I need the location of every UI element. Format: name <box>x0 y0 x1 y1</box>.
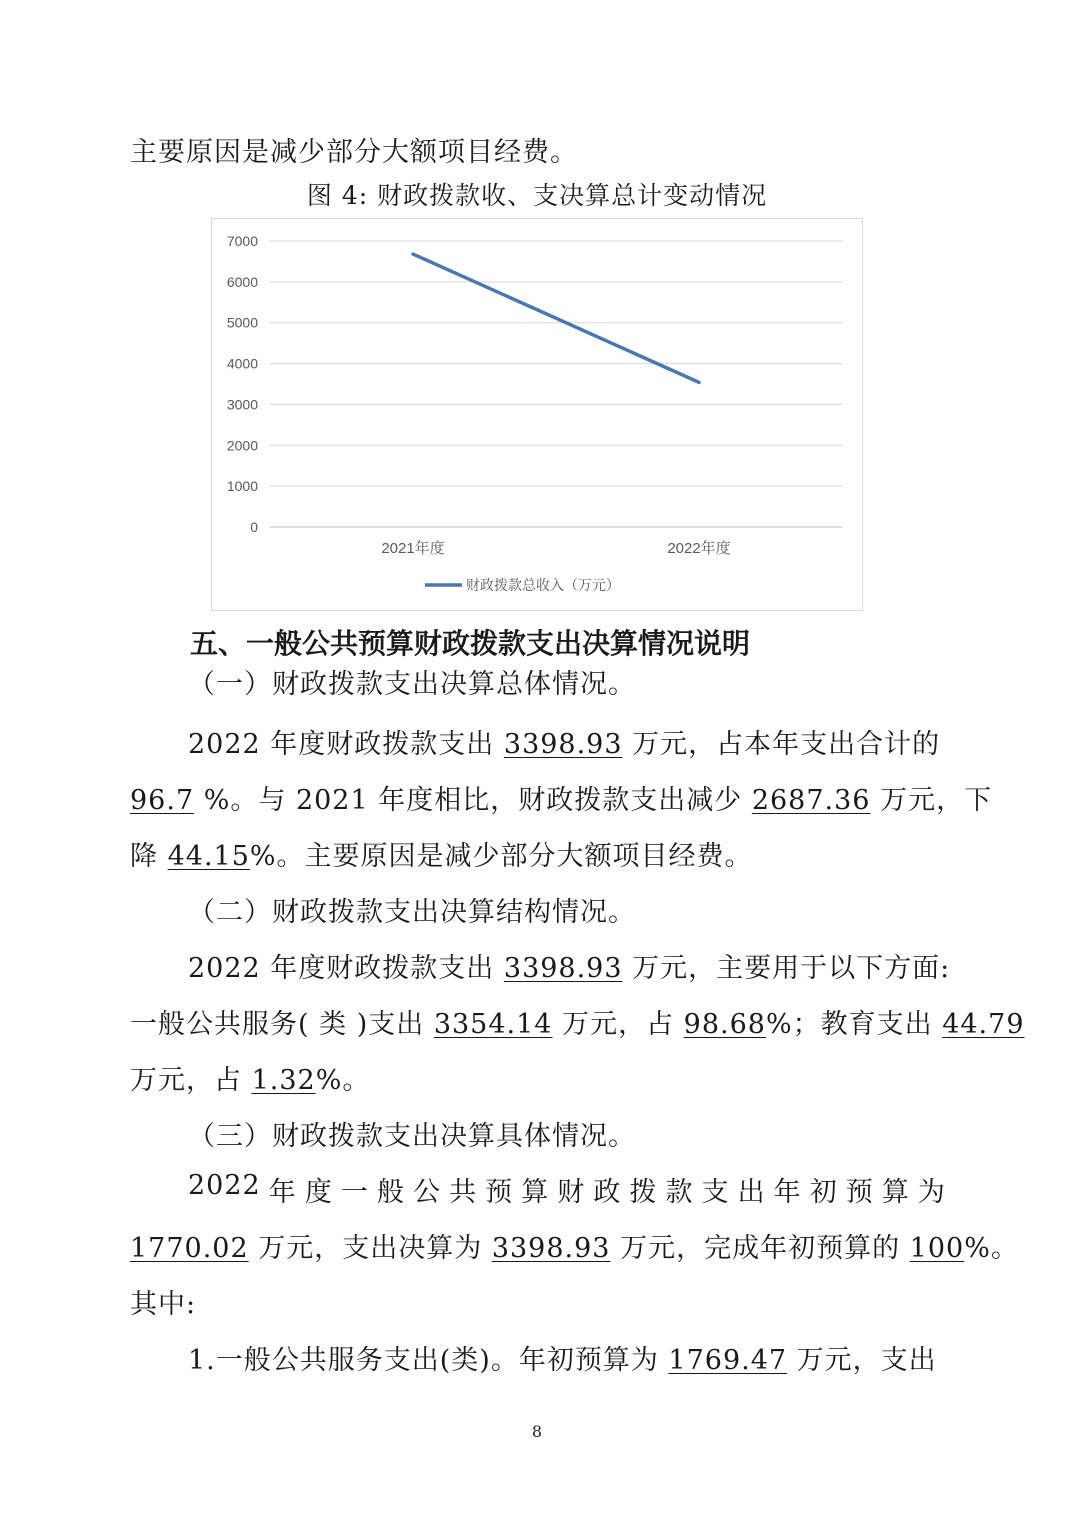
data-point <box>412 253 415 256</box>
amount-value: 3398.93 <box>491 1233 611 1264</box>
spaced-char: 年 <box>773 1177 802 1208</box>
spaced-char: 支 <box>701 1177 730 1208</box>
paragraph-line: 主要原因是减少部分大额项目经费。 <box>130 137 578 168</box>
amount-value: 2687.36 <box>751 785 871 816</box>
spaced-char: 财 <box>557 1177 586 1208</box>
spaced-char: 公 <box>413 1177 442 1208</box>
data-point <box>698 381 701 384</box>
text: %；教育支出 <box>765 1009 943 1040</box>
amount-value: 1769.47 <box>668 1345 788 1376</box>
subsection-title: （三）财政拨款支出决算具体情况。 <box>188 1121 636 1152</box>
amount-value: 1770.02 <box>130 1233 249 1264</box>
paragraph-line <box>188 1170 946 1209</box>
figure-caption: 图 4: 财政拨款收、支决算总计变动情况 <box>306 181 768 210</box>
y-tick-label: 4000 <box>226 355 258 372</box>
text: 2022 年度财政拨款支出 <box>188 729 504 760</box>
percent-value: 98.68 <box>683 1009 766 1040</box>
text: 万元，占本年支出合计的 <box>622 729 941 760</box>
paragraph-line <box>130 778 992 817</box>
paragraph-line <box>130 1226 1019 1265</box>
text: %。 <box>964 1233 1019 1264</box>
text: %。 <box>315 1065 371 1096</box>
paragraph-line <box>130 834 753 873</box>
spaced-char: 算 <box>881 1177 910 1208</box>
spaced-char: 预 <box>845 1177 874 1208</box>
text: 万元，完成年初预算的 <box>610 1233 910 1264</box>
amount-value: 3398.93 <box>503 953 623 984</box>
percent-value: 1.32 <box>251 1065 316 1096</box>
spaced-char: 预 <box>485 1177 514 1208</box>
spaced-char: 共 <box>449 1177 478 1208</box>
line-chart <box>211 218 863 611</box>
spaced-char: 出 <box>737 1177 766 1208</box>
spaced-char: 初 <box>809 1177 838 1208</box>
paragraph-line <box>188 722 940 761</box>
text: %。与 2021 年度相比，财政拨款支出减少 <box>194 785 752 816</box>
paragraph-line: 其中: <box>130 1289 197 1320</box>
text: 万元，支出 <box>787 1345 937 1376</box>
y-tick-label: 0 <box>250 519 258 535</box>
spaced-char: 政 <box>593 1177 622 1208</box>
y-tick-label: 3000 <box>226 396 258 413</box>
amount-value: 3354.14 <box>433 1009 553 1040</box>
paragraph-line <box>188 1338 937 1377</box>
text: 万元，占 <box>552 1009 684 1040</box>
text: 一般公共服务( 类 )支出 <box>130 1009 434 1040</box>
section-heading: 五、一般公共预算财政拨款支出决算情况说明 <box>190 627 751 660</box>
spaced-char: 度 <box>304 1177 333 1208</box>
spaced-char: 2022 <box>188 1170 261 1201</box>
text: 万元，占 <box>130 1065 252 1096</box>
subsection-title: （一）财政拨款支出决算总体情况。 <box>188 669 636 700</box>
spaced-char: 一 <box>340 1177 369 1208</box>
paragraph-line <box>130 1002 1025 1041</box>
text: 1.一般公共服务支出(类)。年初预算为 <box>188 1345 669 1376</box>
text: 万元，主要用于以下方面: <box>622 953 951 984</box>
amount-value: 44.79 <box>942 1009 1025 1040</box>
spaced-char: 般 <box>376 1177 405 1208</box>
text: %。主要原因是减少部分大额项目经费。 <box>249 841 753 872</box>
page-number: 8 <box>531 1422 543 1441</box>
y-tick-label: 1000 <box>226 478 258 495</box>
percent-value: 100 <box>909 1233 965 1264</box>
y-tick-label: 6000 <box>226 273 258 290</box>
x-tick-label: 2021年度 <box>381 540 445 557</box>
y-tick-label: 7000 <box>226 233 258 249</box>
spaced-char: 款 <box>665 1177 694 1208</box>
y-tick-label: 5000 <box>226 314 258 331</box>
text: 万元，下 <box>870 785 993 816</box>
percent-value: 44.15 <box>167 841 250 872</box>
paragraph-line <box>130 1058 370 1097</box>
legend-label: 财政拨款总收入（万元） <box>466 578 620 594</box>
spaced-char: 年 <box>268 1177 297 1208</box>
amount-value: 3398.93 <box>503 729 623 760</box>
text: 万元，支出决算为 <box>248 1233 492 1264</box>
spaced-char: 拨 <box>629 1177 658 1208</box>
text: 降 <box>130 841 168 872</box>
spaced-char: 为 <box>917 1177 946 1208</box>
subsection-title: （二）财政拨款支出决算结构情况。 <box>188 897 636 928</box>
y-tick-label: 2000 <box>226 437 258 454</box>
chart-svg <box>212 219 862 610</box>
percent-value: 96.7 <box>130 785 195 816</box>
spaced-char: 算 <box>521 1177 550 1208</box>
paragraph-line <box>188 946 950 985</box>
text: 2022 年度财政拨款支出 <box>188 953 504 984</box>
x-tick-label: 2022年度 <box>667 540 731 557</box>
